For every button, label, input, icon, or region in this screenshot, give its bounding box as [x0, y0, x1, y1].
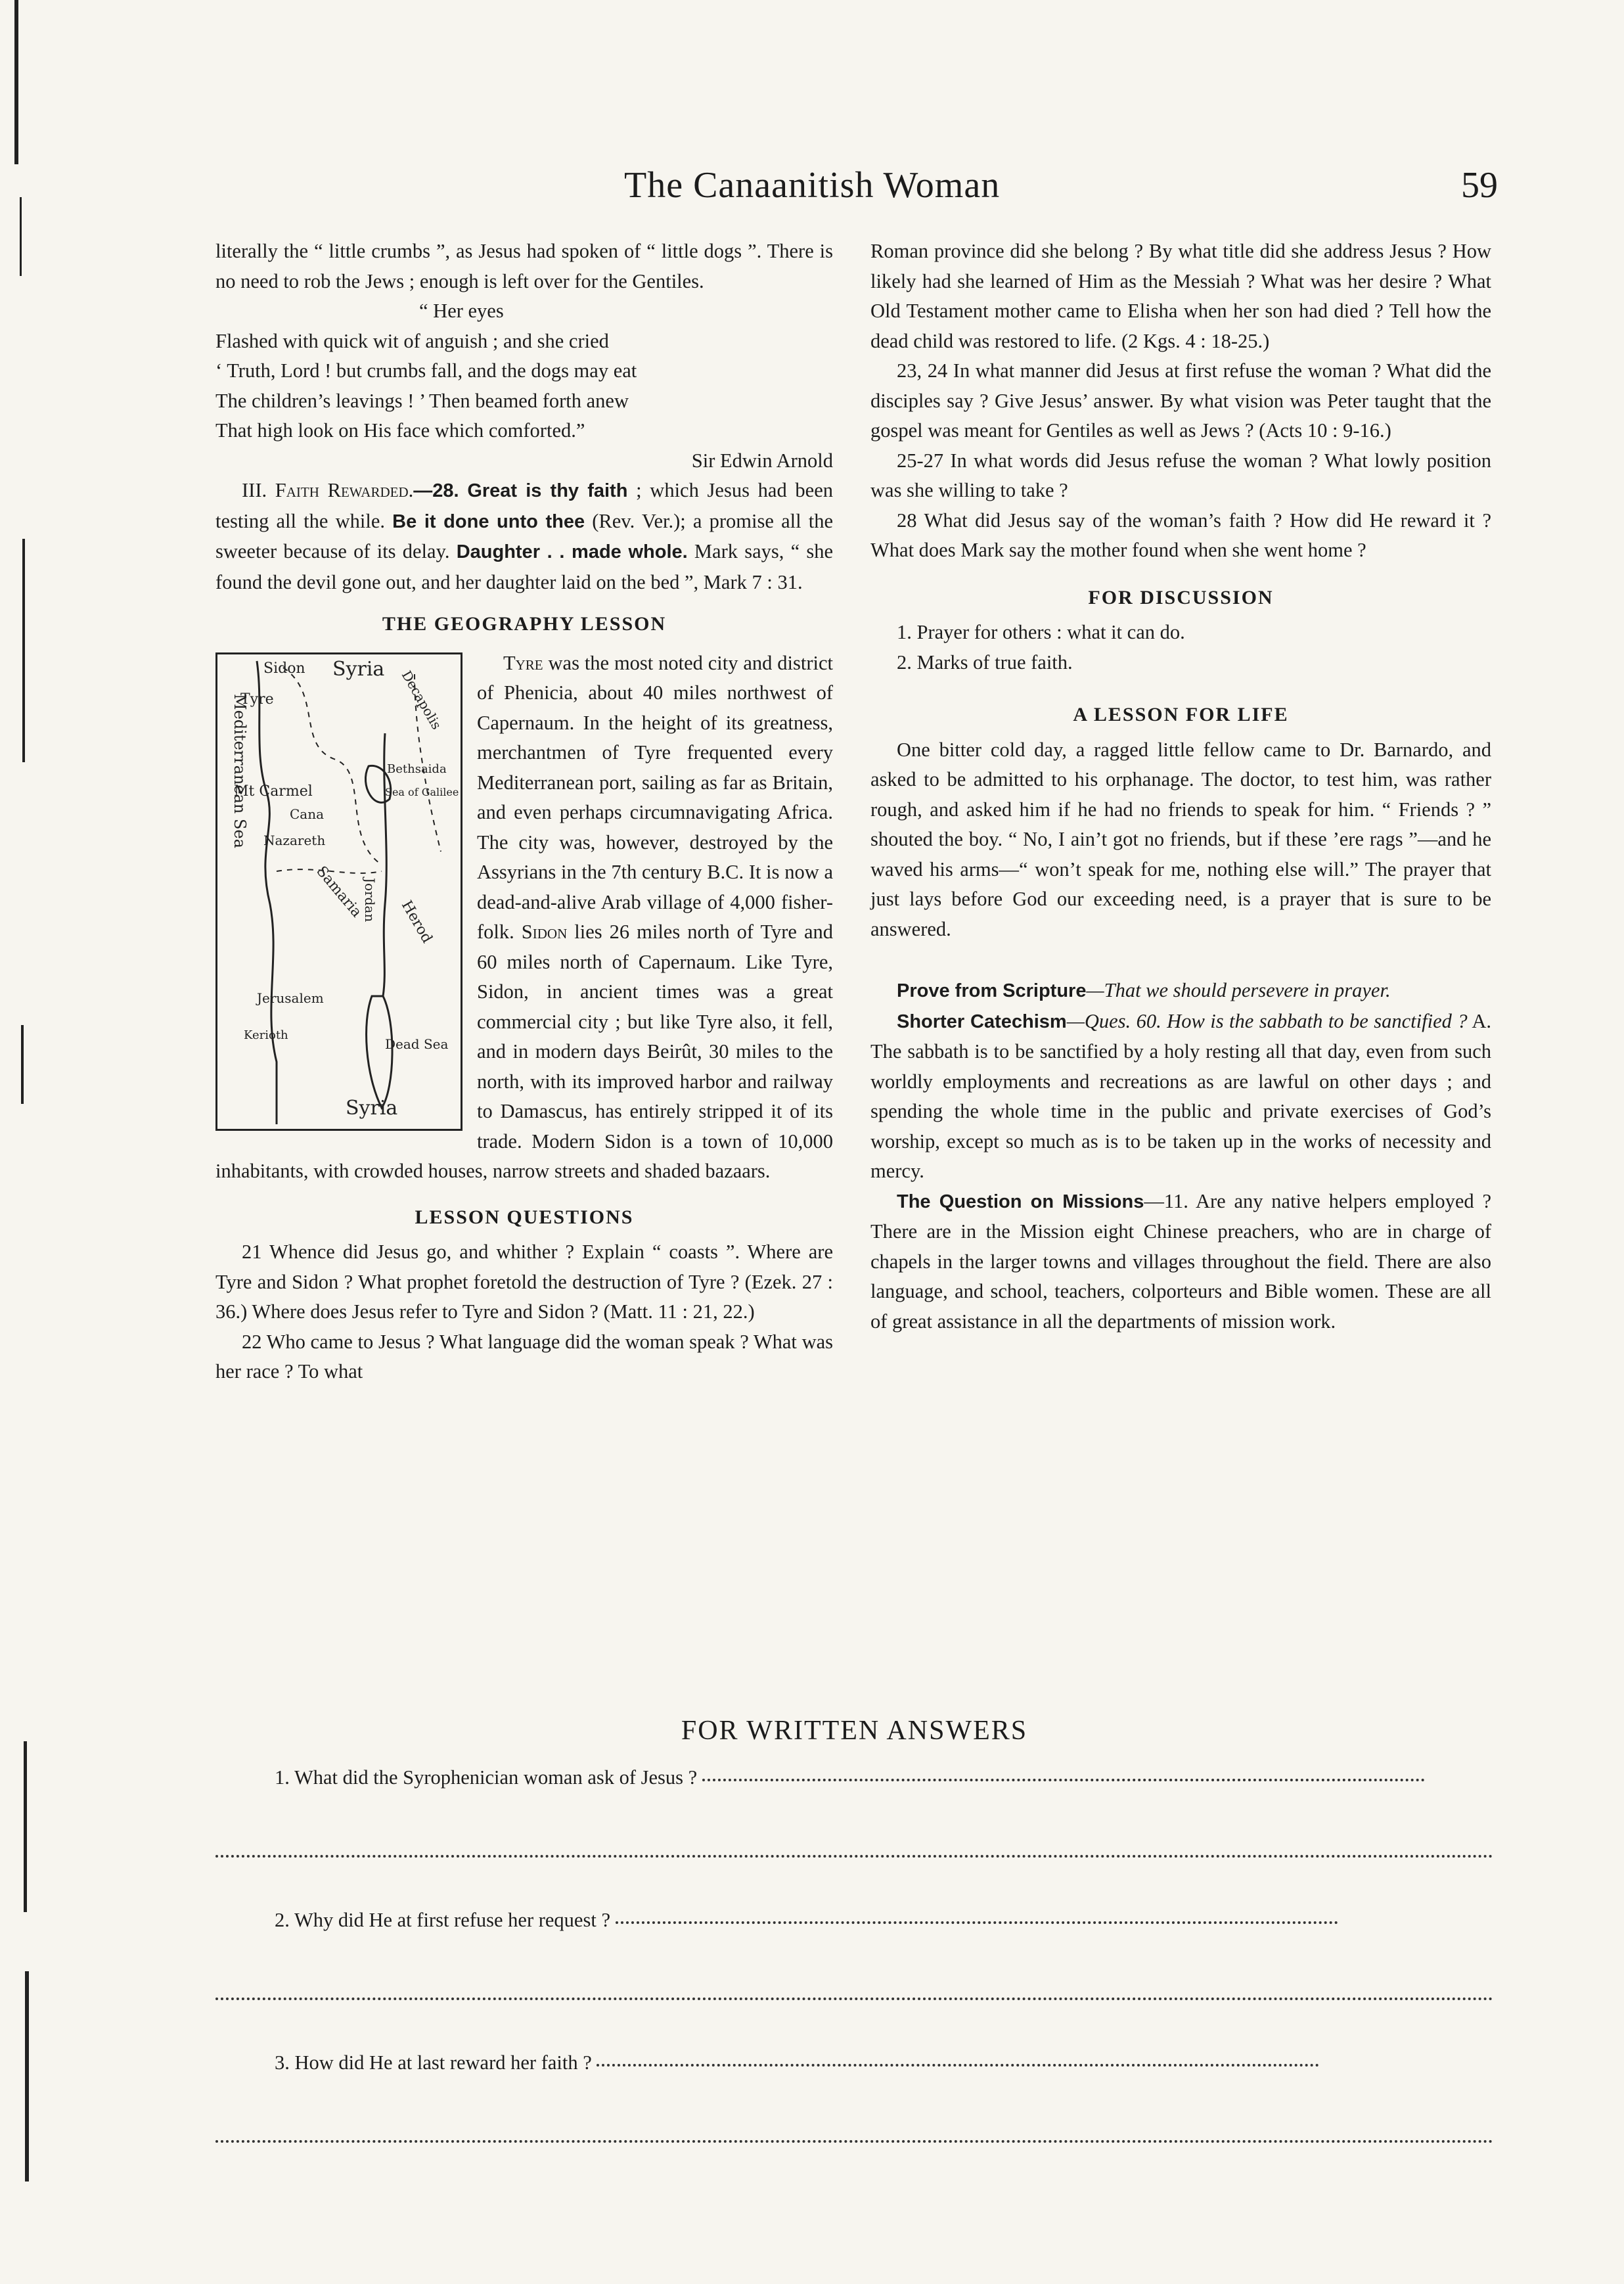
section-text: (Rev. Ver.); a promise all the sweeter because of its delay.: [215, 509, 833, 562]
written-question: [275, 1766, 1493, 1789]
bold-phrase: Great is thy faith: [467, 480, 628, 501]
right-column: [870, 237, 1491, 1336]
poem-author: Sir Edwin Arnold: [691, 449, 833, 472]
answer-line[interactable]: [215, 2120, 1493, 2143]
section-verse: —28.: [413, 480, 459, 501]
answer-line[interactable]: [215, 1835, 1493, 1858]
map-label: Bethsaida: [387, 762, 447, 776]
lesson-question: 23, 24 In what manner did Jesus at first refuse the woman ? What did the disciples say ? Give Jesus’ answer. By what vision was Peter taught that the gospel was meant for Gentiles as well as Jews ? (Acts 10 : 9-16.): [870, 359, 1491, 442]
poem-line: ‘ Truth, Lord ! but crumbs fall, and the dogs may eat: [215, 359, 637, 382]
section-faith-rewarded: [215, 476, 833, 597]
written-question-block: [215, 1766, 1493, 1858]
missions-text: —11. Are any native helpers employed ? There are in the Mission eight Chinese preachers, who are in charge of chapels in the larger towns and villages throughout the field. There are also language, and school, teachers, colporteurs and Bible women. These are all of great assistance in all the departments of mission work.: [870, 1189, 1491, 1333]
prove-from-scripture: [870, 976, 1491, 1007]
map-label: Nazareth: [263, 832, 326, 848]
map-label: Jordan: [362, 877, 378, 922]
map-label: Jerusalem: [257, 990, 324, 1006]
shorter-catechism: [870, 1007, 1491, 1187]
lesson-question: 28 What did Jesus say of the woman’s faith ? How did He reward it ? What does Mark say the mother found when she went home ?: [870, 509, 1491, 561]
poem-line: Flashed with quick wit of anguish ; and she cried: [215, 329, 609, 352]
place-label: Tyre: [503, 651, 543, 674]
scan-edge-mark: [25, 1971, 29, 2181]
catechism-answer: A. The sabbath is to be sanctified by a holy resting all that day, even from such worldly employments and recreations as are lawful on other days ; and spending the whole time in the public and private exercises of God’s worship, except so much as is to be taken up in the works of necessity and mercy.: [870, 1009, 1492, 1182]
geography-heading: THE GEOGRAPHY LESSON: [382, 613, 667, 635]
lesson-question: 25-27 In what words did Jesus refuse the woman ? What lowly position was she willing to take ?: [870, 449, 1491, 501]
left-column: [215, 237, 833, 1387]
catechism-ques: —Ques. 60.: [1066, 1009, 1162, 1032]
scan-edge-mark: [21, 1025, 24, 1104]
written-answers-heading: FOR WRITTEN ANSWERS: [681, 1716, 1028, 1746]
geography-text-part: lies 26 miles north of Tyre and 60 miles north of Capernaum. Like Tyre, Sidon, in ancient times was a great commercial city ; but like Tyre also, it fell, and in modern days Beirût, 30 miles to the north, with its improved harbor and railway to Damascus, has entirely stripped it of its trade. Modern Sidon is a town of 10,000 inhabitants, with crowded houses, narrow streets and shaded bazaars.: [215, 921, 833, 1182]
map-label: Herod: [397, 898, 436, 946]
geography-text-part: was the most noted city and district of Phenicia, about 40 miles northwest of Capernaum. In the height of its greatness, merchantmen of Tyre frequented every Mediterranean port, sailing as far as Britain, and even perhaps circumnavigating Africa. The city was, however, destroyed by the Assyrians in the 7th century B.C. It is now a dead-and-alive Arab village of 4,000 fisher-folk.: [477, 651, 833, 943]
question-on-missions: [870, 1187, 1491, 1337]
lesson-question: 22 Who came to Jesus ? What language did the woman speak ? What was her race ? To what: [215, 1330, 833, 1382]
scan-edge-mark: [24, 1741, 27, 1912]
map-label: Samaria: [313, 863, 365, 921]
poem-line: “ Her eyes: [419, 300, 504, 322]
catechism-question: How is the sabbath to be sanctified ?: [1161, 1009, 1468, 1032]
poem: [215, 296, 833, 446]
prove-text: —That we should persevere in prayer.: [1086, 979, 1391, 1001]
written-question-text: 2. Why did He at first refuse her request ?: [275, 1909, 610, 1931]
page-title: The Canaanitish Woman: [624, 165, 1001, 206]
prove-label: Prove from Scripture: [897, 980, 1087, 1001]
scan-edge-mark: [22, 539, 25, 762]
intro-paragraph: literally the “ little crumbs ”, as Jesus had spoken of “ little dogs ”. There is no need to rob the Jews ; enough is left over for the Gentiles.: [215, 240, 833, 292]
map-label: Dead Sea: [385, 1036, 449, 1052]
page-number: 59: [1461, 165, 1498, 206]
scan-edge-mark: [14, 0, 18, 164]
page-header: [217, 164, 1498, 217]
section-text: Mark says, “ she found the devil gone out, and her daughter laid on the bed ”, Mark 7 : 31.: [215, 540, 833, 593]
bold-phrase: Daughter . . made whole.: [456, 541, 688, 562]
written-question-block: [215, 2051, 1493, 2143]
palestine-map: [215, 652, 462, 1131]
poem-line: That high look on His face which comforted.”: [215, 419, 585, 442]
written-question-block: [215, 1909, 1493, 2000]
poem-line: The children’s leavings ! ’ Then beamed forth anew: [215, 389, 629, 412]
written-question-text: 3. How did He at last reward her faith ?: [275, 2051, 592, 2074]
answer-line[interactable]: [215, 1978, 1493, 2000]
discussion-item: 1. Prayer for others : what it can do.: [897, 621, 1185, 643]
written-question: [275, 2051, 1493, 2074]
scan-edge-mark: [20, 197, 22, 276]
place-label: Sidon: [521, 921, 568, 943]
catechism-label: Shorter Catechism: [897, 1011, 1067, 1032]
map-label: Sea of Galilee: [385, 785, 459, 798]
section-text: ; which Jesus had been testing all the while.: [215, 479, 833, 532]
discussion-item: 2. Marks of true faith.: [897, 651, 1073, 674]
written-question-text: 1. What did the Syrophenician woman ask of Jesus ?: [275, 1766, 698, 1789]
lesson-for-life-heading: A LESSON FOR LIFE: [1073, 704, 1289, 725]
answer-line[interactable]: [616, 1920, 1338, 1924]
lesson-question: 21 Whence did Jesus go, and whither ? Explain “ coasts ”. Where are Tyre and Sidon ? What prophet foretold the destruction of Tyre ? (Ezek. 27 : 36.) Where does Jesus refer to Tyre and Sidon ? (Matt. 11 : 21, 22.): [215, 1241, 833, 1323]
map-label: Syria: [332, 657, 385, 681]
discussion-heading: FOR DISCUSSION: [1088, 586, 1274, 608]
answer-line[interactable]: [597, 2063, 1319, 2067]
map-label: Sidon: [263, 660, 305, 677]
map-label: Decapolis: [398, 668, 445, 732]
geography-section: [215, 649, 833, 1187]
map-label: Mt Carmel: [234, 783, 313, 800]
lesson-for-life-text: One bitter cold day, a ragged little fellow came to Dr. Barnardo, and asked to be admitted to his orphanage. The doctor, to test him, was rather rough, and asked him if he had no friends to speak for him. “ Friends ? ” shouted the boy. “ No, I ain’t got no friends, but if these ’ere rags ”—and he waved his arms—“ won’t speak for me, nothing else will.” The prayer that just lays before God our exceeding need, is a prayer that is sure to be answered.: [870, 738, 1491, 940]
written-question: [275, 1909, 1493, 1932]
section-label: III. Faith Rewarded.: [242, 479, 414, 501]
map-label: Syria: [346, 1096, 398, 1120]
missions-label: The Question on Missions: [897, 1191, 1144, 1212]
map-label: Cana: [290, 806, 325, 822]
map-label: Tyre: [240, 691, 274, 708]
lesson-questions-heading: LESSON QUESTIONS: [415, 1206, 634, 1228]
map-drawing: [217, 654, 461, 1129]
written-answers-section: [215, 1715, 1493, 2194]
lesson-question-continued: Roman province did she belong ? By what title did she address Jesus ? How likely had she learned of Him as the Messiah ? What was her desire ? What Old Testament mother came to Elisha when her son had died ? Tell how the dead child was restored to life. (2 Kgs. 4 : 18-25.): [870, 240, 1491, 352]
answer-line[interactable]: [702, 1777, 1425, 1781]
map-label: Kerioth: [244, 1028, 288, 1042]
map-label: Mediterranean Sea: [231, 693, 249, 848]
bold-phrase: Be it done unto thee: [392, 511, 585, 532]
